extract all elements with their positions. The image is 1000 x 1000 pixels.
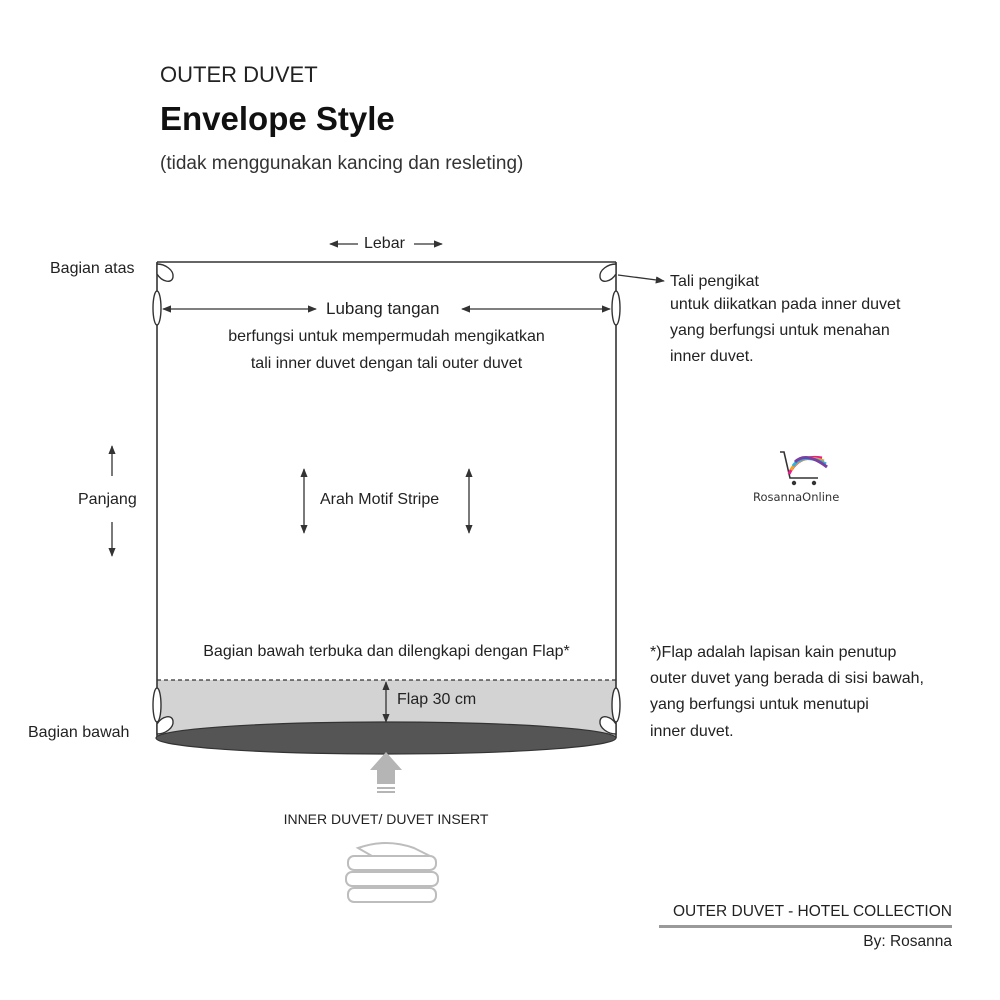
flap-note-line-4: inner duvet. — [650, 723, 734, 740]
tali-pointer-arrow — [618, 275, 664, 281]
header-overline: OUTER DUVET — [160, 62, 318, 87]
bawah-terbuka-label: Bagian bawah terbuka dan dilengkapi dengan Flap* — [203, 643, 570, 660]
bagian-bawah-label: Bagian bawah — [28, 724, 130, 741]
tali-desc-line-1: untuk diikatkan pada inner duvet — [670, 296, 901, 313]
lubang-tangan-label: Lubang tangan — [326, 299, 440, 318]
bottom-opening — [156, 722, 616, 754]
page-subtitle: (tidak menggunakan kancing dan resleting) — [160, 153, 524, 174]
footer-rule — [659, 925, 952, 928]
tali-desc-line-2: yang berfungsi untuk menahan — [670, 322, 890, 339]
flap-note-line-3: yang berfungsi untuk menutupi — [650, 696, 869, 713]
insert-up-arrow — [370, 752, 402, 793]
tie-loop-top-right — [600, 264, 616, 281]
bagian-atas-label: Bagian atas — [50, 260, 135, 277]
arah-motif-label: Arah Motif Stripe — [320, 491, 440, 508]
flap-note-line-1: *)Flap adalah lapisan kain penutup — [650, 644, 897, 661]
tie-loop-top-left — [157, 264, 173, 281]
flap-size-label: Flap 30 cm — [397, 691, 477, 708]
rosanna-logo-text — [753, 491, 839, 504]
panjang-label: Panjang — [78, 491, 137, 508]
page-title: Envelope Style — [160, 100, 395, 137]
inner-duvet-label: INNER DUVET/ DUVET INSERT — [283, 811, 489, 827]
hand-hole-top-right — [612, 291, 620, 325]
folded-duvet-icon — [346, 843, 438, 902]
hand-hole-bottom-left — [153, 688, 161, 722]
lebar-label: Lebar — [364, 235, 405, 252]
logo-wordmark: RosannaOnline — [753, 490, 840, 504]
flap-note-line-2: outer duvet yang berada di sisi bawah, — [650, 670, 924, 687]
footer-collection: OUTER DUVET - HOTEL COLLECTION — [672, 903, 952, 920]
rosanna-cart-icon — [780, 452, 827, 485]
hand-hole-bottom-right — [612, 688, 620, 722]
lubang-desc-line-1: berfungsi untuk mempermudah mengikatkan — [228, 328, 545, 345]
hand-hole-top-left — [153, 291, 161, 325]
lubang-desc-line-2: tali inner duvet dengan tali outer duvet — [250, 355, 523, 372]
footer-by: By: Rosanna — [863, 933, 952, 950]
tali-desc-line-3: inner duvet. — [670, 348, 754, 365]
tali-pengikat-title: Tali pengikat — [670, 273, 759, 290]
